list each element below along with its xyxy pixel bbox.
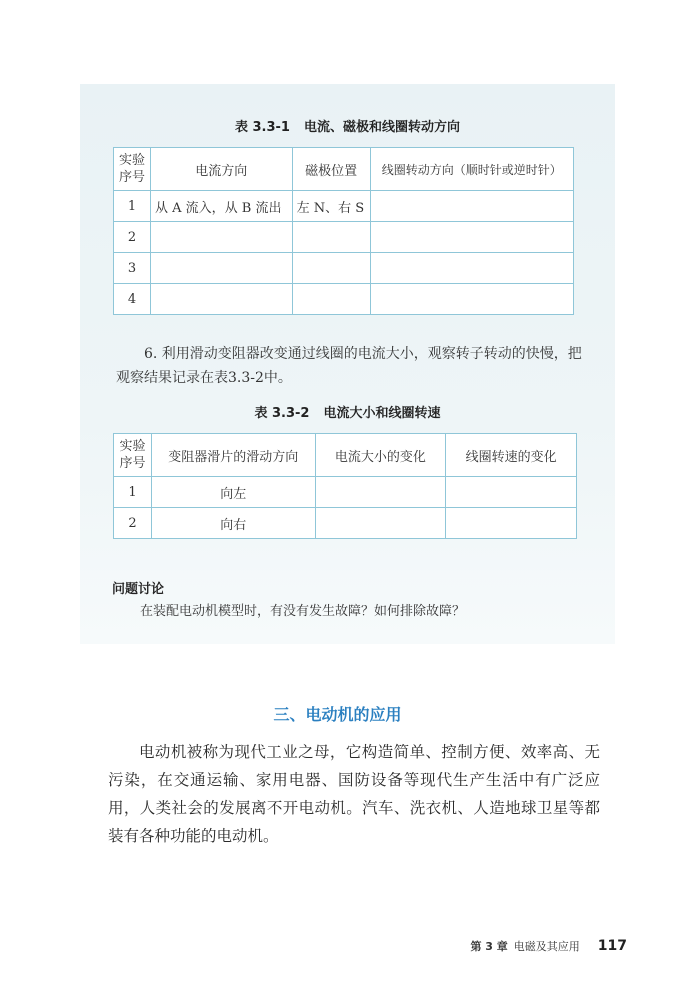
table2-number: 表 3.3-2	[254, 406, 310, 421]
table2-caption	[80, 402, 615, 421]
table1-header-pole: 磁极位置	[292, 148, 370, 191]
table-cell: 左 N、右 S	[292, 191, 370, 222]
discussion-question: 在装配电动机模型时，有没有发生故障？如何排除故障？	[140, 604, 466, 619]
table1-header-row	[114, 148, 574, 191]
table2-header-speed-change: 线圈转速的变化	[446, 434, 577, 477]
table-row	[114, 191, 574, 222]
table-cell	[370, 222, 574, 253]
step6-paragraph: 6. 利用滑动变阻器改变通过线圈的电流大小，观察转子转动的快慢，把观察结果记录在表3.3-2中。	[116, 346, 582, 386]
section-heading: 三、电动机的应用	[273, 705, 402, 724]
table-cell	[446, 477, 577, 508]
table-row	[114, 284, 574, 315]
table2-header-slider: 变阻器滑片的滑动方向	[151, 434, 315, 477]
table-cell	[292, 253, 370, 284]
table2-title: 电流大小和线圈转速	[323, 406, 441, 421]
table1	[113, 147, 574, 315]
table2	[113, 433, 577, 539]
table-row	[114, 253, 574, 284]
table-cell	[292, 284, 370, 315]
table-cell	[370, 284, 574, 315]
table-cell	[370, 253, 574, 284]
page-number: 117	[597, 938, 627, 954]
table-cell	[315, 508, 446, 539]
table1-title: 电流、磁极和线圈转动方向	[303, 120, 460, 135]
table1-header-seq: 实验 序号	[114, 148, 151, 191]
table-cell: 4	[114, 284, 151, 315]
section-body: 电动机被称为现代工业之母，它构造简单、控制方便、效率高、无污染，在交通运输、家用电器、国防设备等现代生产生活中有广泛应用，人类社会的发展离不开电动机。汽车、洗衣机、人造地球卫星等都装有各种功能的电动机。	[108, 743, 600, 845]
table-cell: 向左	[151, 477, 315, 508]
table-cell: 3	[114, 253, 151, 284]
table-cell: 1	[114, 477, 152, 508]
table1-header-rotation: 线圈转动方向（顺时针或逆时针）	[370, 148, 574, 191]
table-cell	[370, 191, 574, 222]
table-cell	[292, 222, 370, 253]
table-cell: 向右	[151, 508, 315, 539]
table-cell	[150, 284, 292, 315]
discussion-title: 问题讨论	[112, 582, 165, 597]
table-cell: 2	[114, 508, 152, 539]
table-cell	[150, 253, 292, 284]
table-row	[114, 222, 574, 253]
table-row	[114, 477, 577, 508]
table-cell	[446, 508, 577, 539]
table1-number: 表 3.3-1	[234, 120, 290, 135]
table2-header-current-change: 电流大小的变化	[315, 434, 446, 477]
table-cell: 1	[114, 191, 151, 222]
table-row	[114, 508, 577, 539]
table1-caption	[80, 116, 615, 135]
table-cell	[150, 222, 292, 253]
table-cell: 2	[114, 222, 151, 253]
table-cell: 从 A 流入，从 B 流出	[150, 191, 292, 222]
table2-header-seq: 实验 序号	[114, 434, 152, 477]
table2-header-row	[114, 434, 577, 477]
table-cell	[315, 477, 446, 508]
page-footer	[470, 938, 627, 954]
footer-chapter: 第 3 章	[470, 940, 508, 953]
table1-header-current: 电流方向	[150, 148, 292, 191]
footer-chapter-title: 电磁及其应用	[513, 940, 580, 953]
